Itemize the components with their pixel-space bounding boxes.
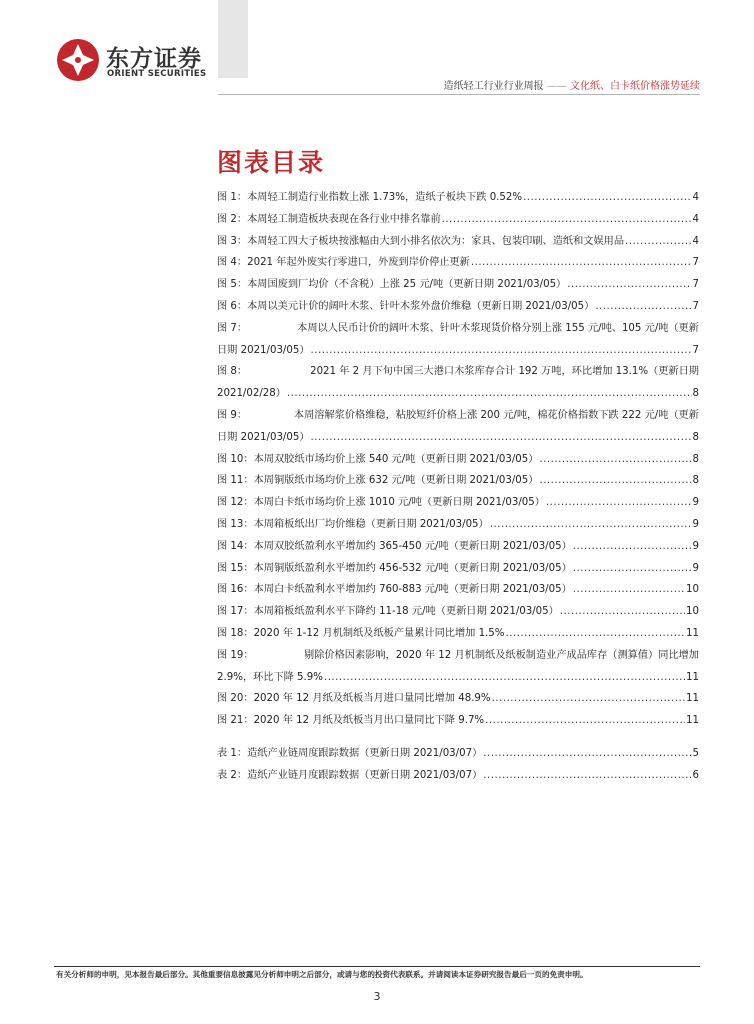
figure-entry[interactable] bbox=[217, 470, 699, 492]
report-subtitle: 文化纸、白卡纸价格涨势延续 bbox=[570, 81, 700, 92]
toc-entry-page: 5 bbox=[692, 747, 699, 759]
toc-entry-text: 本周白卡纸盈利水平增加约 760-883 元/吨（更新日期 2021/03/05） bbox=[253, 584, 572, 596]
figure-entry[interactable] bbox=[217, 318, 699, 362]
toc-entry-label: 图 11： bbox=[217, 475, 254, 487]
toc-entry-label: 图 14： bbox=[217, 540, 254, 552]
toc-entry-text-continued: 2.9%，环比下降 5.9% bbox=[217, 671, 323, 683]
toc-entry-label: 图 8： bbox=[217, 366, 248, 378]
toc-entry-label: 图 5： bbox=[217, 279, 248, 291]
toc-entry-line bbox=[217, 209, 699, 231]
toc-entry-text: 2021 年起外废实行零进口，外废到岸价停止更新 bbox=[247, 257, 470, 269]
figure-entry[interactable] bbox=[217, 601, 699, 623]
toc-entry-page: 7 bbox=[692, 279, 699, 291]
figure-entry[interactable] bbox=[217, 187, 699, 209]
toc-entry-label: 表 1： bbox=[217, 747, 248, 759]
toc-entry-page: 4 bbox=[692, 192, 699, 203]
report-series: 造纸轻工行业行业周报 bbox=[443, 81, 544, 92]
logo-chinese-name: 东方证券 bbox=[106, 46, 202, 72]
toc-entry-label: 图 12： bbox=[217, 497, 254, 509]
toc-entry-text: 剔除价格因素影响，2020 年 12 月机制纸及纸板制造业产成品库存（测算值）同比增加 bbox=[304, 649, 699, 661]
toc-entry-text: 本周轻工制造板块表现在各行业中排名靠前 bbox=[247, 213, 441, 225]
toc-entry-text: 本周双胶纸盈利水平增加约 365-450 元/吨（更新日期 2021/03/05） bbox=[253, 540, 572, 552]
table-list bbox=[217, 743, 699, 787]
page-number: 3 bbox=[373, 990, 381, 1003]
figure-entry[interactable] bbox=[217, 558, 699, 580]
toc-entry-page: 9 bbox=[692, 497, 699, 509]
toc-entry-line bbox=[217, 579, 699, 601]
toc-entry-line bbox=[217, 710, 699, 732]
list-gap bbox=[217, 732, 699, 743]
toc-entry-line bbox=[217, 318, 699, 340]
toc-entry-line bbox=[217, 231, 699, 253]
toc-entry-text: 本周白卡纸市场均价上涨 1010 元/吨（更新日期 2021/03/05） bbox=[253, 497, 545, 509]
toc-entry-label: 图 10： bbox=[217, 453, 254, 465]
toc-entry-line bbox=[217, 667, 699, 689]
figure-entry[interactable] bbox=[217, 579, 699, 601]
toc-entry-label: 图 9： bbox=[217, 409, 248, 421]
company-logo bbox=[56, 38, 216, 82]
toc-leader-dots bbox=[485, 710, 685, 732]
toc-entry-line bbox=[217, 296, 699, 318]
toc-entry-line bbox=[217, 558, 699, 580]
header-separator: —— bbox=[546, 81, 567, 92]
toc-entry-label: 表 2： bbox=[217, 769, 248, 781]
table-entry[interactable] bbox=[217, 765, 699, 787]
header-divider bbox=[218, 94, 700, 95]
toc-leader-dots bbox=[625, 231, 691, 253]
toc-entry-text: 2020 年 12 月纸及纸板当月出口量同比下降 9.7% bbox=[253, 715, 485, 727]
toc-leader-dots bbox=[483, 765, 691, 787]
figure-entry[interactable] bbox=[217, 361, 699, 405]
figure-entry[interactable] bbox=[217, 492, 699, 514]
toc-leader-dots bbox=[311, 340, 692, 362]
toc-entry-page: 9 bbox=[692, 540, 699, 552]
toc-entry-text: 本周以美元计价的阔叶木浆、针叶木浆外盘价维稳（更新日期 2021/03/05） bbox=[247, 300, 595, 312]
figure-entry[interactable] bbox=[217, 209, 699, 231]
toc-entry-page: 10 bbox=[686, 606, 699, 618]
toc-entry-label: 图 4： bbox=[217, 257, 248, 269]
toc-entry-line bbox=[217, 514, 699, 536]
figure-entry[interactable] bbox=[217, 514, 699, 536]
table-of-figures bbox=[217, 187, 699, 787]
toc-entry-page: 10 bbox=[686, 584, 699, 596]
toc-entry-page: 4 bbox=[692, 213, 699, 225]
toc-entry-line bbox=[217, 340, 699, 362]
toc-leader-dots bbox=[539, 449, 691, 471]
toc-leader-dots bbox=[490, 514, 692, 536]
toc-entry-text: 本周国废到厂均价（不含税）上涨 25 元/吨（更新日期 2021/03/05） bbox=[247, 279, 567, 291]
toc-leader-dots bbox=[483, 743, 691, 765]
toc-entry-page: 11 bbox=[686, 693, 699, 705]
report-header-title bbox=[444, 77, 700, 92]
toc-leader-dots bbox=[539, 470, 691, 492]
toc-entry-line bbox=[217, 601, 699, 623]
toc-leader-dots bbox=[546, 492, 692, 514]
toc-entry-text: 本周轻工四大子板块按涨幅由大到小排名依次为：家具、包装印刷、造纸和文娱用品 bbox=[247, 235, 625, 247]
toc-entry-line bbox=[217, 252, 699, 274]
toc-leader-dots bbox=[287, 383, 692, 405]
toc-entry-text-continued: 日期 2021/03/05） bbox=[217, 431, 310, 443]
toc-entry-text: 本周轻工制造行业指数上涨 1.73%，造纸子板块下跌 0.52% bbox=[247, 192, 523, 203]
toc-entry-label: 图 16： bbox=[217, 584, 254, 596]
toc-entry-line bbox=[217, 536, 699, 558]
toc-entry-label: 图 1： bbox=[217, 192, 248, 203]
toc-entry-text: 本周溶解浆价格维稳，粘胶短纤价格上涨 200 元/吨，棉花价格指数下跌 222 元/吨（更新 bbox=[293, 409, 699, 421]
toc-entry-label: 图 3： bbox=[217, 235, 248, 247]
toc-entry-label: 图 17： bbox=[217, 606, 254, 618]
figure-entry[interactable] bbox=[217, 645, 699, 689]
toc-entry-text: 本周以人民币计价的阔叶木浆、针叶木浆现货价格分别上涨 155 元/吨、105 元/吨（更新 bbox=[297, 322, 699, 334]
toc-entry-text: 2020 年 1-12 月机制纸及纸板产量累计同比增加 1.5% bbox=[253, 627, 505, 639]
figure-list bbox=[217, 187, 699, 732]
orient-securities-logo-icon bbox=[56, 38, 100, 82]
toc-entry-text: 造纸产业链月度跟踪数据（更新日期 2021/03/07） bbox=[247, 769, 483, 781]
toc-entry-text: 本周铜版纸盈利水平增加约 456-532 元/吨（更新日期 2021/03/05） bbox=[253, 562, 572, 574]
toc-entry-label: 图 2： bbox=[217, 213, 248, 225]
toc-leader-dots bbox=[471, 252, 692, 274]
toc-entry-label: 图 6： bbox=[217, 300, 248, 312]
figure-entry[interactable] bbox=[217, 710, 699, 732]
toc-leader-dots bbox=[505, 623, 685, 645]
toc-entry-page: 8 bbox=[692, 431, 699, 443]
toc-entry-label: 图 13： bbox=[217, 518, 254, 530]
toc-entry-page: 7 bbox=[692, 257, 699, 269]
toc-entry-page: 8 bbox=[692, 388, 699, 400]
figure-entry[interactable] bbox=[217, 252, 699, 274]
toc-entry-page: 11 bbox=[686, 671, 699, 683]
toc-leader-dots bbox=[523, 187, 691, 209]
toc-entry-page: 7 bbox=[692, 300, 699, 312]
toc-entry-page: 7 bbox=[692, 344, 699, 356]
toc-entry-page: 8 bbox=[692, 475, 699, 487]
toc-leader-dots bbox=[595, 296, 691, 318]
toc-entry-text: 本周箱板纸盈利水平下降约 11-18 元/吨（更新日期 2021/03/05） bbox=[253, 606, 559, 618]
toc-entry-text-continued: 日期 2021/03/05） bbox=[217, 344, 310, 356]
toc-entry-text-continued: 2021/02/28） bbox=[217, 388, 286, 400]
toc-entry-text: 2021 年 2 月下旬中国三大港口木浆库存合计 192 万吨，环比增加 13.1%（更新日期 bbox=[310, 366, 699, 378]
toc-entry-line bbox=[217, 383, 699, 405]
toc-entry-page: 11 bbox=[686, 715, 699, 727]
footer-divider bbox=[54, 966, 700, 967]
toc-entry-page: 8 bbox=[692, 453, 699, 465]
logo-english-name: ORIENT SECURITIES bbox=[107, 69, 207, 79]
toc-leader-dots bbox=[492, 688, 685, 710]
toc-leader-dots bbox=[573, 536, 692, 558]
toc-entry-line bbox=[217, 743, 699, 765]
toc-entry-line bbox=[217, 449, 699, 471]
figure-entry[interactable] bbox=[217, 688, 699, 710]
toc-entry-page: 9 bbox=[692, 518, 699, 530]
header-accent-bar bbox=[218, 0, 248, 78]
toc-entry-text: 2020 年 12 月纸及纸板当月进口量同比增加 48.9% bbox=[253, 693, 491, 705]
figure-entry[interactable] bbox=[217, 296, 699, 318]
toc-entry-line bbox=[217, 645, 699, 667]
figure-entry[interactable] bbox=[217, 231, 699, 253]
toc-leader-dots bbox=[324, 667, 685, 689]
toc-leader-dots bbox=[560, 601, 685, 623]
toc-entry-page: 6 bbox=[692, 769, 699, 781]
toc-entry-label: 图 15： bbox=[217, 562, 254, 574]
toc-entry-text: 造纸产业链周度跟踪数据（更新日期 2021/03/07） bbox=[247, 747, 483, 759]
figure-entry[interactable] bbox=[217, 274, 699, 296]
toc-leader-dots bbox=[573, 579, 685, 601]
toc-title: 图表目录 bbox=[217, 148, 326, 177]
toc-entry-page: 9 bbox=[692, 562, 699, 574]
toc-entry-line bbox=[217, 187, 699, 209]
figure-entry[interactable] bbox=[217, 405, 699, 449]
toc-entry-line bbox=[217, 470, 699, 492]
toc-leader-dots bbox=[567, 274, 691, 296]
toc-leader-dots bbox=[442, 209, 692, 231]
toc-entry-line bbox=[217, 492, 699, 514]
toc-leader-dots bbox=[573, 558, 692, 580]
figure-entry[interactable] bbox=[217, 536, 699, 558]
figure-entry[interactable] bbox=[217, 449, 699, 471]
toc-entry-line bbox=[217, 427, 699, 449]
toc-entry-text: 本周双胶纸市场均价上涨 540 元/吨（更新日期 2021/03/05） bbox=[253, 453, 539, 465]
toc-entry-line bbox=[217, 405, 699, 427]
toc-entry-label: 图 21： bbox=[217, 715, 254, 727]
toc-entry-line bbox=[217, 688, 699, 710]
toc-entry-line bbox=[217, 274, 699, 296]
figure-entry[interactable] bbox=[217, 623, 699, 645]
toc-entry-text: 本周铜版纸市场均价上涨 632 元/吨（更新日期 2021/03/05） bbox=[253, 475, 539, 487]
toc-entry-line bbox=[217, 765, 699, 787]
table-entry[interactable] bbox=[217, 743, 699, 765]
toc-entry-label: 图 20： bbox=[217, 693, 254, 705]
toc-entry-line bbox=[217, 361, 699, 383]
toc-entry-text: 本周箱板纸出厂均价维稳（更新日期 2021/03/05） bbox=[253, 518, 489, 530]
toc-entry-label: 图 19： bbox=[217, 649, 254, 661]
toc-entry-label: 图 7： bbox=[217, 322, 248, 334]
footer-disclaimer: 有关分析师的申明，见本报告最后部分。其他重要信息披露见分析师申明之后部分，或请与您的投资代表联系。并请阅读本证券研究报告最后一页的免责申明。 bbox=[56, 970, 588, 979]
toc-entry-page: 4 bbox=[692, 235, 699, 247]
toc-entry-page: 11 bbox=[686, 627, 699, 639]
toc-entry-label: 图 18： bbox=[217, 627, 254, 639]
toc-leader-dots bbox=[311, 427, 692, 449]
toc-entry-line bbox=[217, 623, 699, 645]
